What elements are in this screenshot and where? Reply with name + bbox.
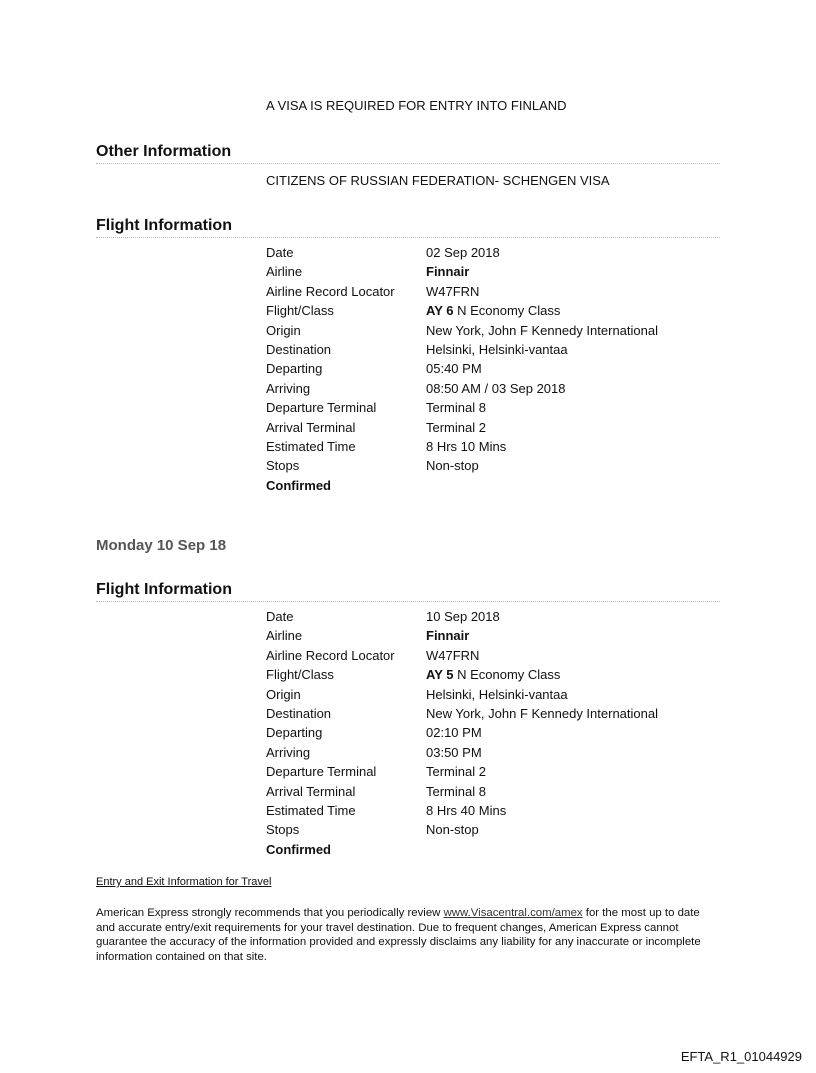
label: Airline Record Locator <box>266 647 395 663</box>
label: Arrival Terminal <box>266 419 356 435</box>
label: Arriving <box>266 380 311 396</box>
destination: Helsinki, Helsinki-vantaa <box>426 341 568 357</box>
arrival-terminal: Terminal 2 <box>426 419 486 435</box>
origin-row <box>266 685 658 704</box>
arriving-row <box>266 379 658 398</box>
label: Stops <box>266 822 300 838</box>
arriving-time: 08:50 AM / 03 Sep 2018 <box>426 380 566 396</box>
label: Flight/Class <box>266 667 334 683</box>
departing-time: 05:40 PM <box>426 361 482 377</box>
flight-class-row <box>266 665 658 684</box>
status-row <box>266 476 658 495</box>
flight-date: 10 Sep 2018 <box>426 609 500 624</box>
departing-time: 02:10 PM <box>426 725 482 741</box>
label: Flight/Class <box>266 303 334 319</box>
locator-row <box>266 282 658 301</box>
label: Origin <box>266 686 301 702</box>
origin: New York, John F Kennedy International <box>426 322 658 338</box>
destination: New York, John F Kennedy International <box>426 705 658 721</box>
label: Date <box>266 609 294 624</box>
visacentral-link[interactable]: www.Visacentral.com/amex <box>443 907 583 919</box>
record-locator: W47FRN <box>426 283 480 299</box>
flight-details-return <box>266 607 658 859</box>
label: Estimated Time <box>266 802 356 818</box>
flight-class <box>426 301 560 320</box>
stops: Non-stop <box>426 458 479 474</box>
record-locator: W47FRN <box>426 647 480 663</box>
stops-row <box>266 456 658 475</box>
disclaimer-text-before: American Express strongly recommends that you periodically review <box>96 907 444 919</box>
disclaimer-text-after: for the most up to date and accurate entry/exit requirements for your travel destination. Due to frequent changes, American Express cannot guarantee the accuracy of the information provided and expressly disclaims any liability for any inaccurate or incomplete information contained on that site. <box>96 907 701 963</box>
flight-information-title: Flight Information <box>96 217 720 238</box>
flight-date: 02 Sep 2018 <box>426 245 500 260</box>
label: Departing <box>266 361 323 377</box>
cabin-class: N Economy Class <box>453 667 561 683</box>
entry-exit-info-link[interactable]: Entry and Exit Information for Travel <box>96 876 272 888</box>
label: Arrival Terminal <box>266 783 356 799</box>
date-row <box>266 607 658 626</box>
label: Departure Terminal <box>266 400 377 416</box>
booking-status: Confirmed <box>266 477 331 493</box>
status-row <box>266 840 658 859</box>
flight-class-row <box>266 301 658 320</box>
flight-class <box>426 665 560 684</box>
other-information-title: Other Information <box>96 143 720 164</box>
airline-row <box>266 262 658 281</box>
label: Destination <box>266 341 332 357</box>
label: Date <box>266 245 294 260</box>
locator-row <box>266 646 658 665</box>
flight-number: AY 6 <box>426 303 454 319</box>
label: Arriving <box>266 744 311 760</box>
day-heading: Monday 10 Sep 18 <box>96 537 227 554</box>
estimated-time-row <box>266 801 658 820</box>
destination-row <box>266 704 658 723</box>
label: Airline <box>266 264 303 280</box>
label: Estimated Time <box>266 438 356 454</box>
stops-row <box>266 820 658 839</box>
entry-exit-disclaimer <box>96 906 716 964</box>
other-information-text: CITIZENS OF RUSSIAN FEDERATION- SCHENGEN VISA <box>266 173 610 188</box>
label: Airline <box>266 628 303 644</box>
booking-status: Confirmed <box>266 841 331 857</box>
estimated-time-row <box>266 437 658 456</box>
label: Destination <box>266 705 332 721</box>
origin-row <box>266 321 658 340</box>
departure-terminal: Terminal 8 <box>426 400 486 416</box>
estimated-time: 8 Hrs 40 Mins <box>426 802 507 818</box>
flight-details-outbound <box>266 243 658 495</box>
label: Airline Record Locator <box>266 283 395 299</box>
departure-terminal-row <box>266 398 658 417</box>
arriving-row <box>266 743 658 762</box>
cabin-class: N Economy Class <box>453 303 561 319</box>
arrival-terminal-row <box>266 418 658 437</box>
stops: Non-stop <box>426 822 479 838</box>
arrival-terminal-row <box>266 782 658 801</box>
estimated-time: 8 Hrs 10 Mins <box>426 438 507 454</box>
flight-number: AY 5 <box>426 667 454 683</box>
label: Departure Terminal <box>266 764 377 780</box>
document-id: EFTA_R1_01044929 <box>680 1049 802 1064</box>
departure-terminal-row <box>266 762 658 781</box>
arrival-terminal: Terminal 8 <box>426 783 486 799</box>
airline-row <box>266 626 658 645</box>
date-row <box>266 243 658 262</box>
destination-row <box>266 340 658 359</box>
label: Origin <box>266 322 301 338</box>
flight-information-title: Flight Information <box>96 581 720 602</box>
departure-terminal: Terminal 2 <box>426 764 486 780</box>
origin: Helsinki, Helsinki-vantaa <box>426 686 568 702</box>
visa-notice: A VISA IS REQUIRED FOR ENTRY INTO FINLAND <box>266 98 567 113</box>
airline-name: Finnair <box>426 264 470 280</box>
label: Stops <box>266 458 300 474</box>
label: Departing <box>266 725 323 741</box>
departing-row <box>266 359 658 378</box>
arriving-time: 03:50 PM <box>426 744 482 760</box>
departing-row <box>266 723 658 742</box>
airline-name: Finnair <box>426 628 470 644</box>
